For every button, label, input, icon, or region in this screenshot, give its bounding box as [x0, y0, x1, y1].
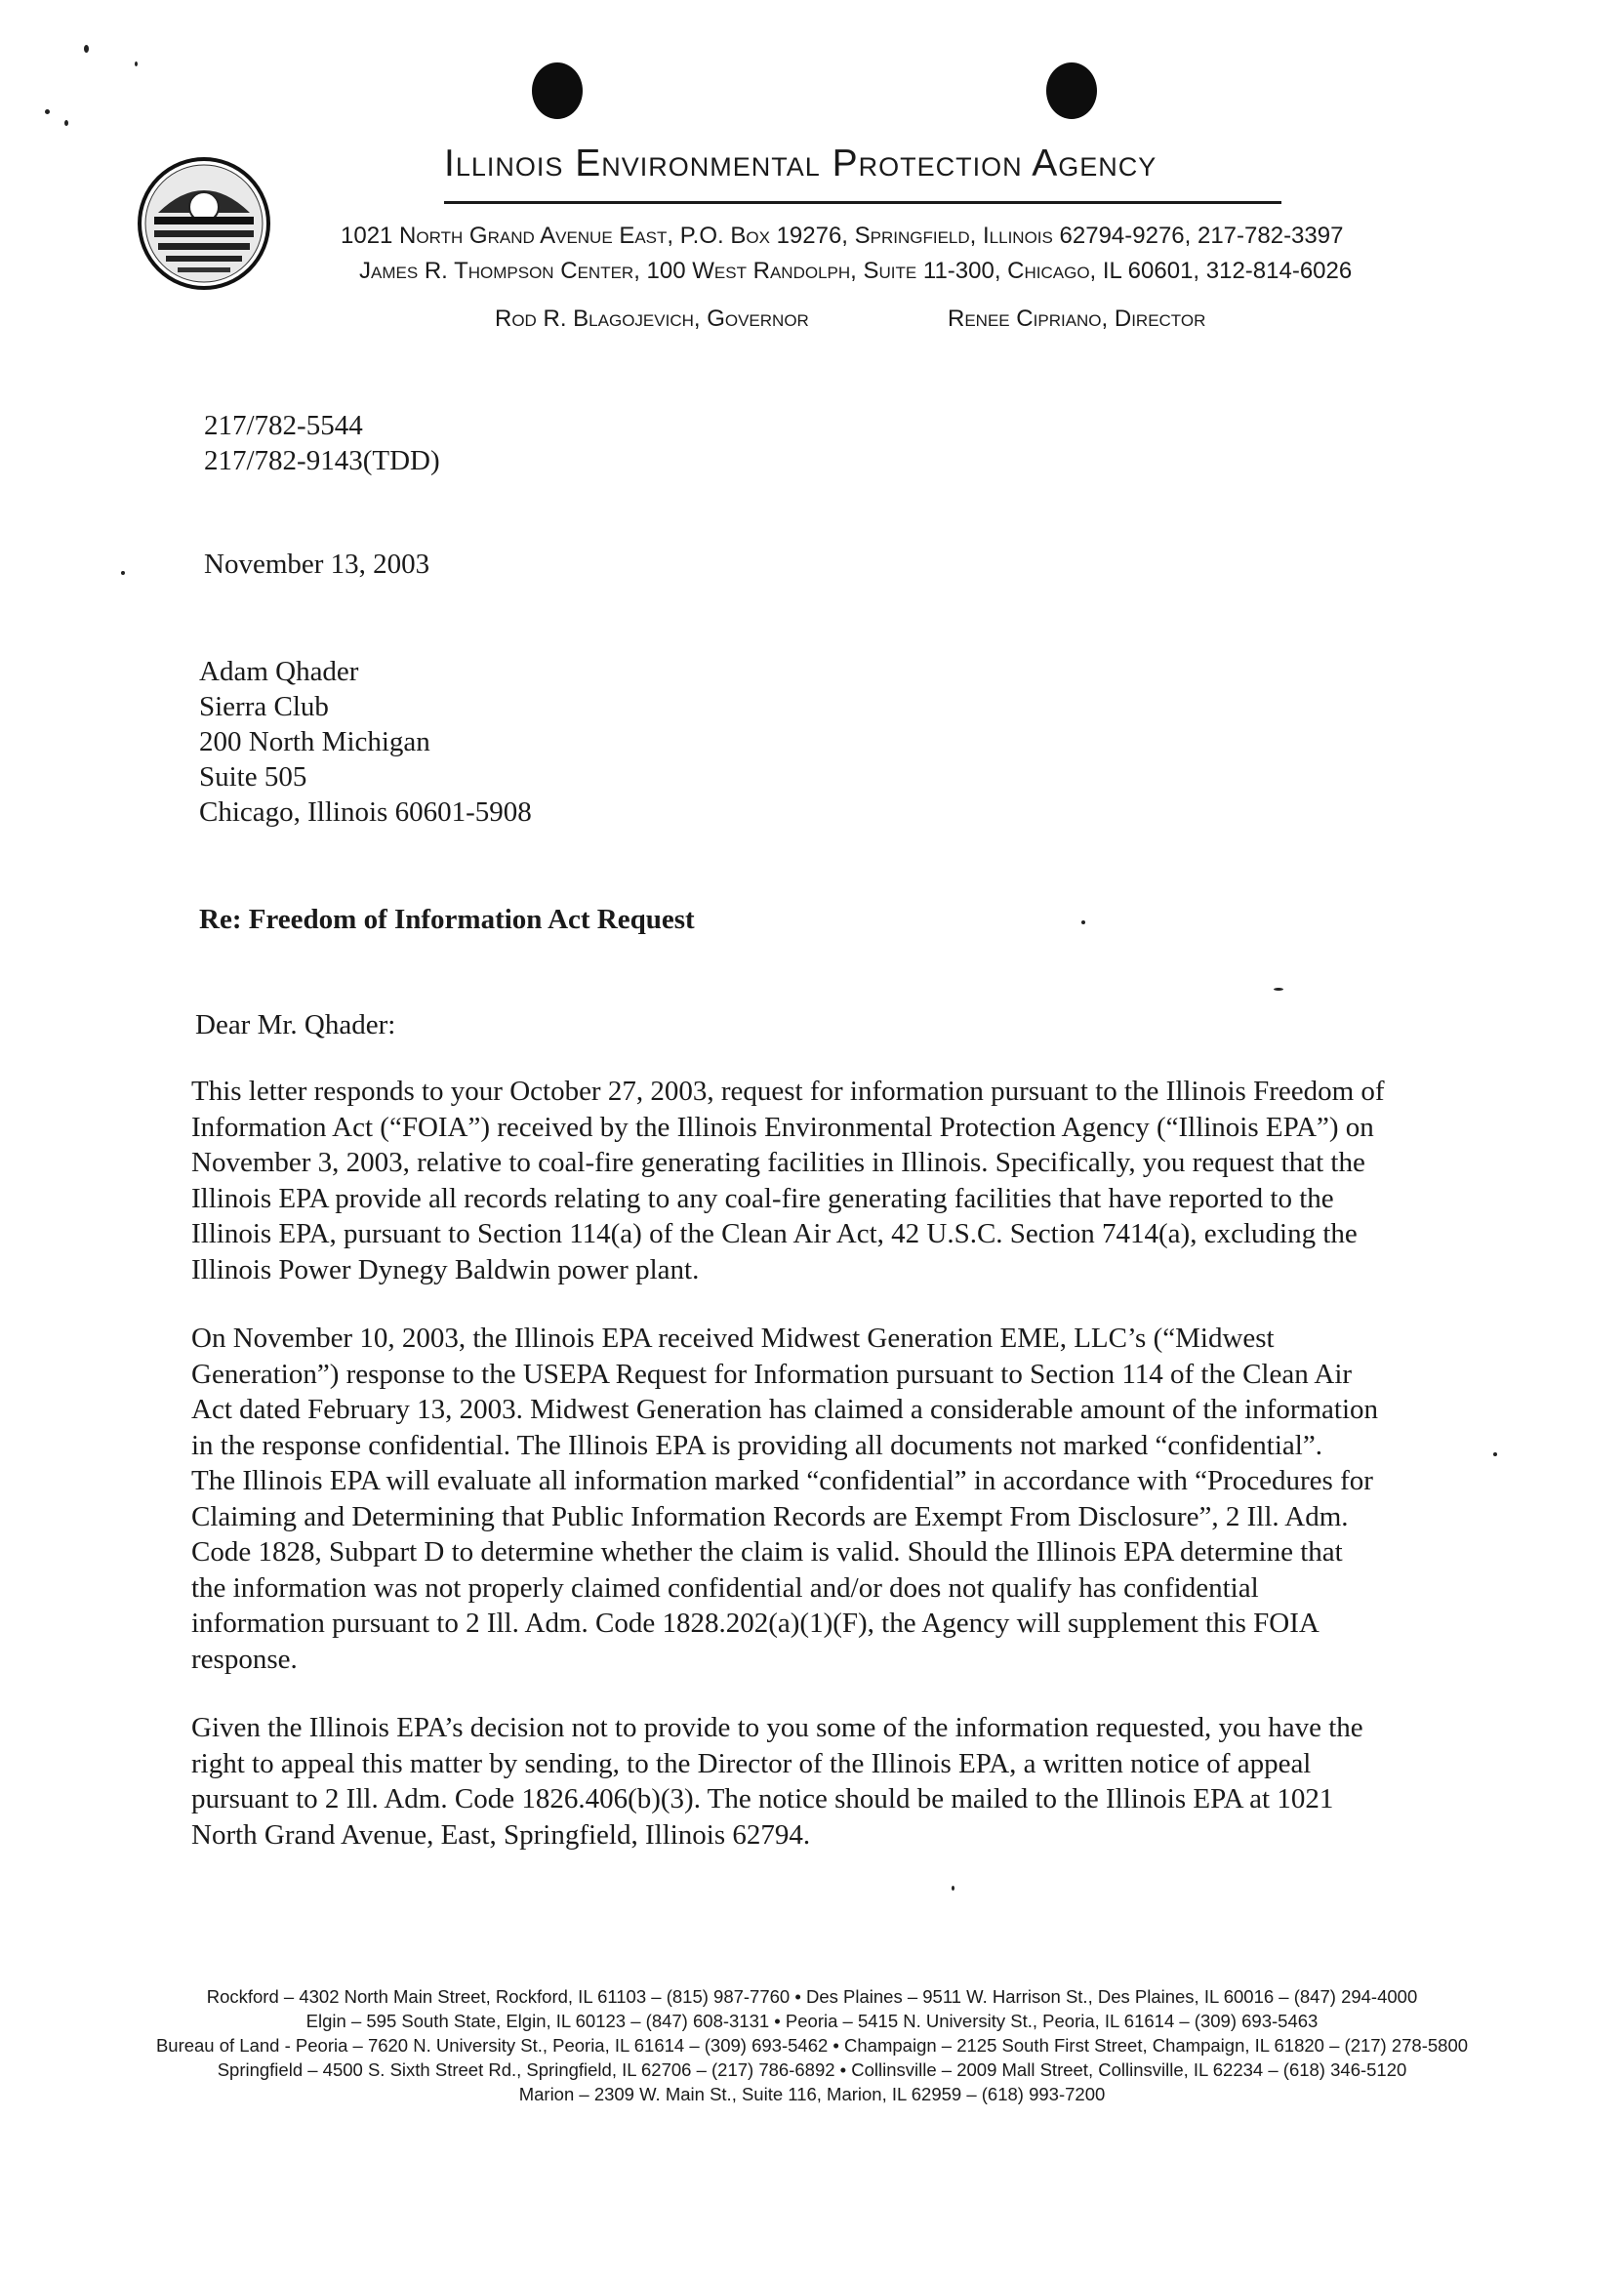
springfield-address: 1021 North Grand Avenue East, P.O. Box 19276, Springfield, Illinois 62794-9276, 217-782-3397	[341, 223, 1344, 249]
phone-main: 217/782-5544	[204, 410, 363, 441]
paragraph-line: Information Act (“FOIA”) received by the Illinois Environmental Protection Agency (“Illinois EPA”) on	[191, 1111, 1374, 1143]
chicago-address: James R. Thompson Center, 100 West Randolph, Suite 11-300, Chicago, IL 60601, 312-814-6026	[359, 258, 1353, 284]
scan-speck	[1493, 1452, 1497, 1456]
subject-line: Re: Freedom of Information Act Request	[199, 904, 695, 935]
paragraph-line: This letter responds to your October 27, 2003, request for information pursuant to the Illinois Freedom of	[191, 1076, 1385, 1107]
paragraph-line: pursuant to 2 Ill. Adm. Code 1826.406(b)(3). The notice should be mailed to the Illinois EPA at 1021	[191, 1783, 1334, 1814]
letter-date: November 13, 2003	[204, 549, 430, 580]
regional-offices-footer	[98, 1984, 1526, 2106]
footer-line: Springfield – 4500 S. Sixth Street Rd., Springfield, IL 62706 – (217) 786-6892 • Collinsville – 2009 Mall Street, Collinsville, IL 62234 – (618) 346-5120	[217, 2059, 1407, 2080]
footer-line: Rockford – 4302 North Main Street, Rockford, IL 61103 – (815) 987-7760 • Des Plaines – 9511 W. Harrison St., Des Plaines, IL 60016 – (847) 294-4000	[206, 1986, 1418, 2007]
hole-punch-left	[532, 62, 583, 119]
footer-line: Elgin – 595 South State, Elgin, IL 60123 – (847) 608-3131 • Peoria – 5415 N. University St., Peoria, IL 61614 – (309) 693-5463	[305, 2011, 1319, 2031]
salutation: Dear Mr. Qhader:	[195, 1009, 396, 1040]
paragraph-line: Illinois EPA provide all records relating to any coal-fire generating facilities that have reported to the	[191, 1182, 1334, 1214]
paragraph-line: Given the Illinois EPA’s decision not to provide to you some of the information requested, you have the	[191, 1712, 1363, 1743]
body-paragraph-2	[191, 1321, 1480, 1677]
recipient-suite: Suite 505	[199, 761, 307, 793]
recipient-name: Adam Qhader	[199, 656, 359, 687]
paragraph-line: Generation”) response to the USEPA Request for Information pursuant to Section 114 of the Clean Air	[191, 1358, 1353, 1390]
paragraph-line: Code 1828, Subpart D to determine whether the claim is valid. Should the Illinois EPA determine that	[191, 1536, 1343, 1568]
recipient-street: 200 North Michigan	[199, 726, 430, 757]
scan-speck	[1081, 920, 1085, 924]
paragraph-line: Illinois EPA, pursuant to Section 114(a) of the Clean Air Act, 42 U.S.C. Section 7414(a), excluding the	[191, 1218, 1358, 1249]
scan-speck	[121, 571, 125, 575]
scan-speck	[64, 120, 68, 126]
paragraph-line: information pursuant to 2 Ill. Adm. Code 1828.202(a)(1)(F), the Agency will supplement this FOIA	[191, 1608, 1320, 1639]
recipient-city: Chicago, Illinois 60601-5908	[199, 796, 532, 828]
paragraph-line: North Grand Avenue, East, Springfield, Illinois 62794.	[191, 1818, 811, 1851]
scan-speck	[952, 1886, 954, 1891]
paragraph-line: the information was not properly claimed confidential and/or does not qualify has confidential	[191, 1571, 1259, 1604]
agency-name: Illinois Environmental Protection Agency	[444, 143, 1157, 184]
director-name: Renee Cipriano, Director	[948, 306, 1206, 332]
recipient-organization: Sierra Club	[199, 691, 329, 722]
paragraph-line: Claiming and Determining that Public Information Records are Exempt From Disclosure”, 2 Ill. Adm.	[191, 1500, 1349, 1532]
paragraph-line: response.	[191, 1643, 298, 1675]
paragraph-line: The Illinois EPA will evaluate all information marked “confidential” in accordance with “Procedures for	[191, 1465, 1373, 1496]
agency-seal-icon	[137, 156, 271, 291]
paragraph-line: Illinois Power Dynegy Baldwin power plant.	[191, 1253, 700, 1285]
body-paragraph-3	[191, 1710, 1480, 1853]
scan-speck	[84, 45, 89, 53]
body-paragraph-1	[191, 1074, 1480, 1287]
hole-punch-right	[1046, 62, 1097, 119]
paragraph-line: On November 10, 2003, the Illinois EPA received Midwest Generation EME, LLC’s (“Midwest	[191, 1323, 1275, 1354]
paragraph-line: November 3, 2003, relative to coal-fire generating facilities in Illinois. Specifically, you request that the	[191, 1147, 1365, 1178]
scan-speck	[1274, 988, 1283, 991]
paragraph-line: Act dated February 13, 2003. Midwest Generation has claimed a considerable amount of the information	[191, 1394, 1379, 1425]
footer-line: Marion – 2309 W. Main St., Suite 116, Marion, IL 62959 – (618) 993-7200	[518, 2084, 1106, 2104]
governor-name: Rod R. Blagojevich, Governor	[495, 306, 809, 332]
footer-line: Bureau of Land - Peoria – 7620 N. University St., Peoria, IL 61614 – (309) 693-5462 • Champaign – 2125 South First Street, Champaign, IL 61820 – (217) 278-5800	[155, 2035, 1469, 2056]
letterhead-divider	[444, 201, 1281, 204]
paragraph-line: right to appeal this matter by sending, to the Director of the Illinois EPA, a written notice of appeal	[191, 1747, 1312, 1779]
scan-speck	[45, 109, 50, 114]
scan-speck	[135, 61, 138, 66]
phone-tdd: 217/782-9143(TDD)	[204, 445, 440, 476]
paragraph-line: in the response confidential. The Illinois EPA is providing all documents not marked “confidential”.	[191, 1429, 1322, 1461]
